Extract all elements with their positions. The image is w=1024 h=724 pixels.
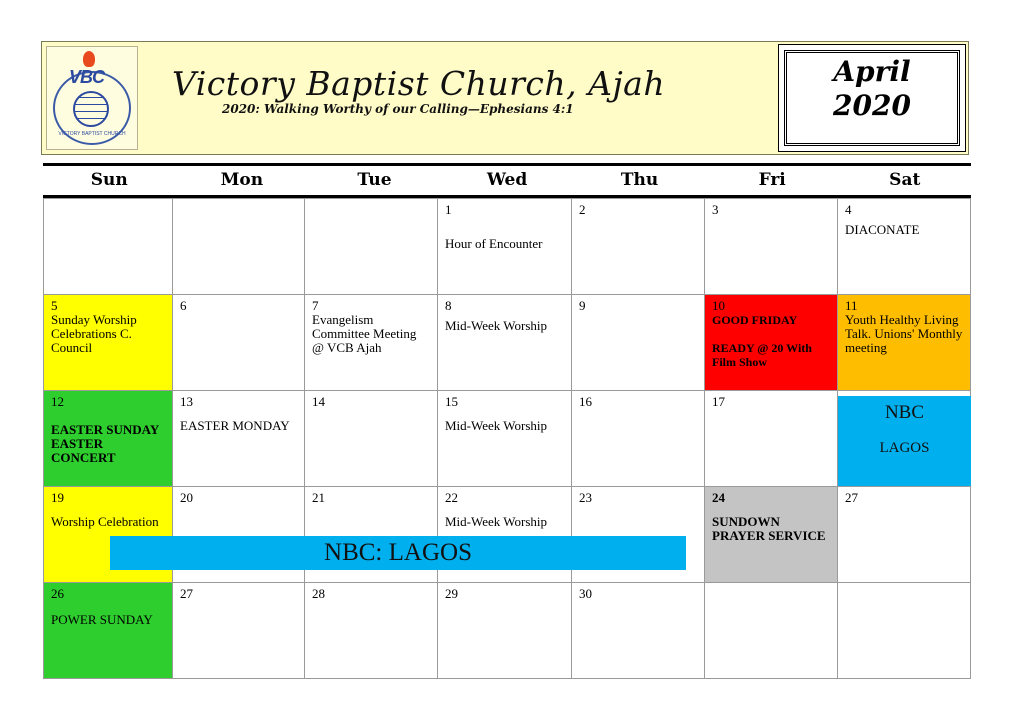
weekday-tue: Tue: [357, 170, 392, 190]
day-event: GOOD FRIDAY: [712, 313, 798, 327]
day-number: 17: [712, 394, 725, 409]
day-cell[interactable]: [571, 390, 705, 487]
day-event: Hour of Encounter: [445, 236, 543, 251]
day-cell[interactable]: [837, 198, 971, 295]
day-cell[interactable]: [571, 294, 705, 391]
nbc-event-title: NBC: [884, 402, 925, 423]
day-number: 1: [445, 202, 452, 217]
day-event: Mid-Week Worship: [445, 418, 548, 433]
day-event-2: EASTER CONCERT: [51, 436, 116, 465]
day-number: 24: [712, 490, 725, 505]
church-logo: [46, 46, 138, 150]
day-number: 14: [312, 394, 325, 409]
day-number: 10: [712, 298, 725, 313]
weekday-sat: Sat: [889, 170, 921, 190]
day-cell[interactable]: [704, 486, 838, 583]
day-cell[interactable]: [172, 582, 305, 679]
day-event: Evangelism Committee Meeting @ VCB Ajah: [312, 312, 417, 355]
weekday-mon: Mon: [220, 170, 264, 190]
church-motto: 2020: Walking Worthy of our Calling—Ephesians 4:1: [222, 102, 574, 116]
day-event: Mid-Week Worship: [445, 318, 548, 333]
day-number: 3: [712, 202, 719, 217]
day-number: 22: [445, 490, 458, 505]
day-cell[interactable]: [704, 582, 838, 679]
day-cell[interactable]: [172, 198, 305, 295]
day-number: 16: [579, 394, 592, 409]
day-cell[interactable]: [43, 198, 173, 295]
day-number: 26: [51, 586, 64, 601]
weekday-header: [43, 163, 971, 198]
weekday-thu: Thu: [620, 170, 659, 190]
day-number: 11: [845, 298, 858, 313]
day-cell[interactable]: [837, 486, 971, 583]
day-event: EASTER SUNDAY: [51, 422, 160, 437]
day-number: 27: [845, 490, 858, 505]
day-number: 2: [579, 202, 586, 217]
logo-ring-text: VICTORY BAPTIST CHURCH: [58, 131, 126, 137]
month-year: 2020: [833, 89, 911, 122]
day-event: POWER SUNDAY: [51, 612, 153, 627]
day-cell[interactable]: [837, 294, 971, 391]
day-event: EASTER MONDAY: [180, 418, 290, 433]
month-box: [778, 44, 966, 152]
day-cell[interactable]: [43, 294, 173, 391]
day-number: 21: [312, 490, 325, 505]
day-event: Worship Celebration: [51, 514, 159, 529]
weekday-wed: Wed: [486, 170, 528, 190]
day-number: 5: [51, 298, 58, 313]
day-cell[interactable]: [304, 390, 438, 487]
nbc-event-location: LAGOS: [879, 440, 930, 456]
day-cell[interactable]: [172, 390, 305, 487]
day-cell[interactable]: [571, 198, 705, 295]
day-cell[interactable]: [571, 582, 705, 679]
flame-icon: [83, 51, 95, 67]
month-name: April: [833, 55, 911, 88]
day-cell[interactable]: [704, 294, 838, 391]
day-number: 8: [445, 298, 452, 313]
day-event: SUNDOWN PRAYER SERVICE: [712, 514, 826, 543]
day-number: 4: [845, 202, 852, 217]
day-cell[interactable]: [437, 294, 572, 391]
nbc-event-banner-sat[interactable]: [838, 396, 971, 486]
day-number: 28: [312, 586, 325, 601]
day-number: 6: [180, 298, 187, 313]
day-number: 13: [180, 394, 193, 409]
day-event: DIACONATE: [845, 222, 920, 237]
day-cell[interactable]: [437, 582, 572, 679]
day-number: 23: [579, 490, 592, 505]
day-cell[interactable]: [172, 294, 305, 391]
day-cell[interactable]: [304, 294, 438, 391]
weekday-sun: Sun: [90, 170, 128, 190]
day-number: 30: [579, 586, 592, 601]
day-cell[interactable]: [304, 582, 438, 679]
day-event: Youth Healthy Living Talk. Unions' Monthly meeting: [845, 312, 963, 355]
day-cell[interactable]: [704, 198, 838, 295]
day-cell[interactable]: [304, 198, 438, 295]
weekday-fri: Fri: [758, 170, 786, 190]
day-cell[interactable]: [437, 198, 572, 295]
day-number: 9: [579, 298, 586, 313]
day-number: 27: [180, 586, 193, 601]
nbc-event-banner-wide[interactable]: NBC: LAGOS: [110, 536, 686, 570]
calendar-grid: [43, 198, 971, 681]
day-cell[interactable]: [43, 390, 173, 487]
day-cell[interactable]: [437, 390, 572, 487]
day-event: Sunday Worship Celebrations C. Council: [51, 312, 137, 355]
logo-text: VBC: [69, 67, 105, 87]
church-title: Victory Baptist Church, Ajah: [172, 64, 666, 103]
day-number: 19: [51, 490, 64, 505]
day-event-2: READY @ 20 With Film Show: [712, 341, 812, 369]
day-number: 29: [445, 586, 458, 601]
day-cell[interactable]: [837, 582, 971, 679]
day-number: 20: [180, 490, 193, 505]
day-cell[interactable]: [704, 390, 838, 487]
day-number: 12: [51, 394, 64, 409]
day-number: 7: [312, 298, 319, 313]
globe-icon: [73, 91, 109, 127]
day-number: 15: [445, 394, 458, 409]
day-cell[interactable]: [43, 582, 173, 679]
day-event: Mid-Week Worship: [445, 514, 548, 529]
